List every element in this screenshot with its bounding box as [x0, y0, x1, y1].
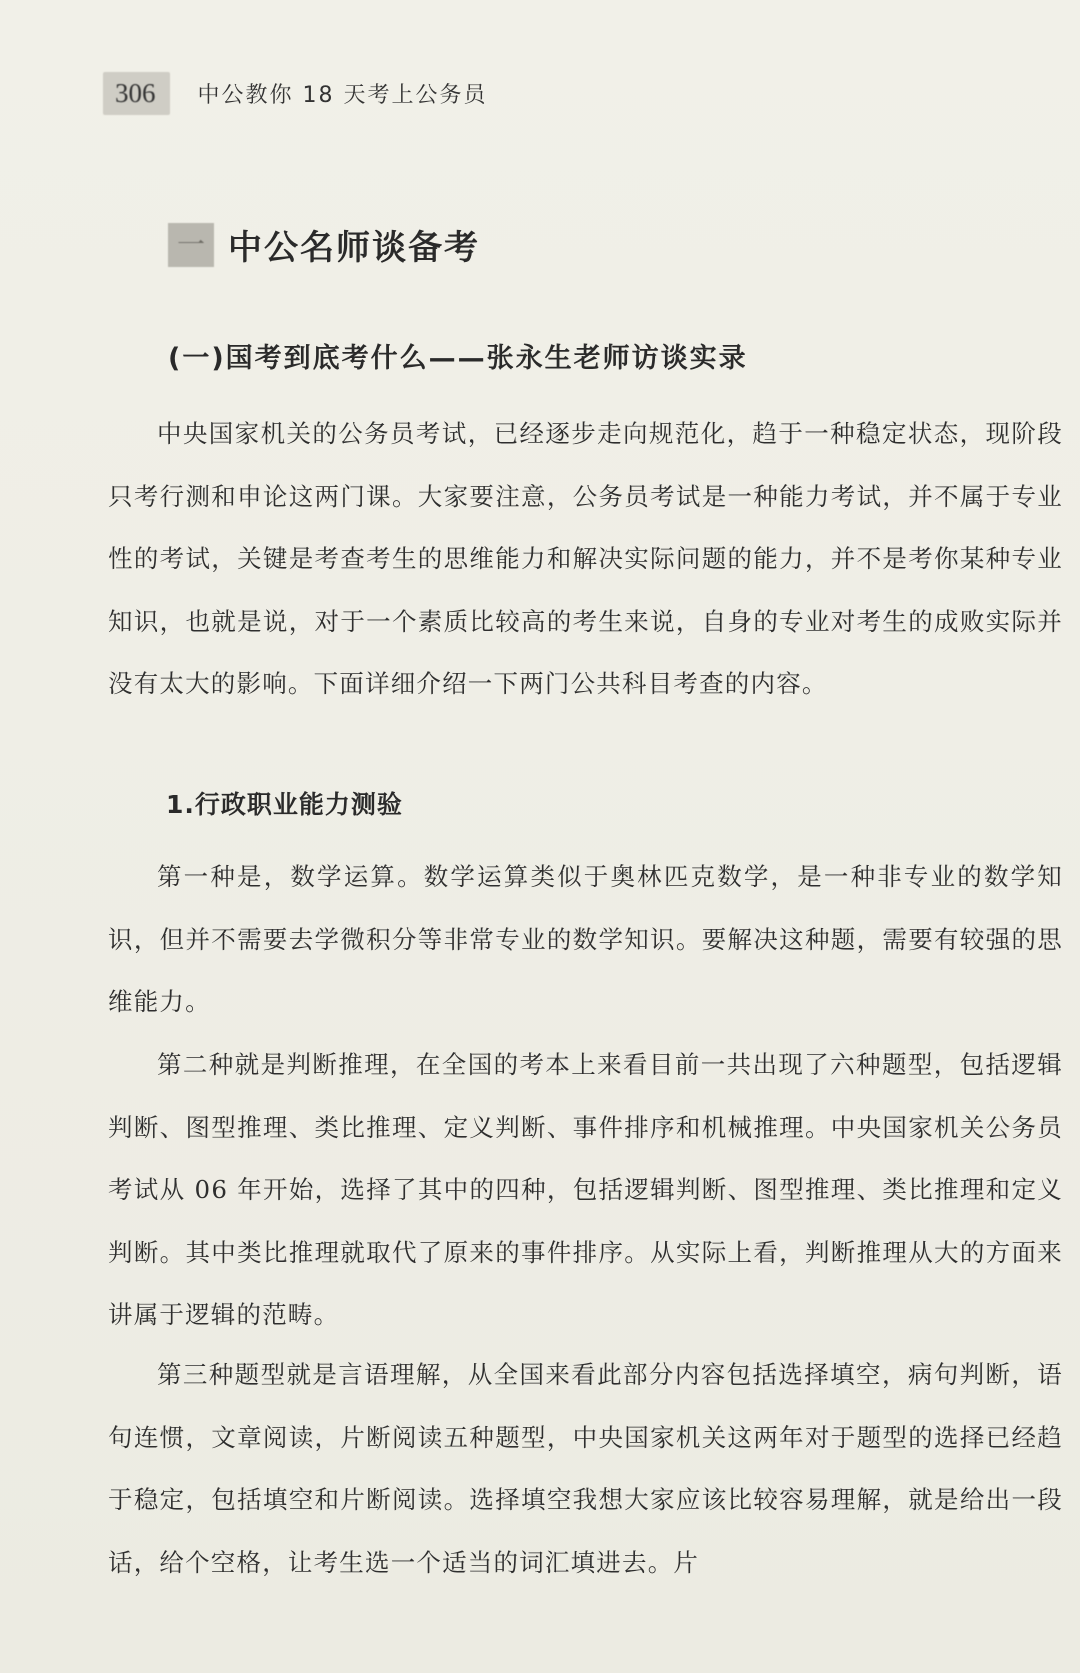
page-number: 306: [103, 72, 170, 115]
numbered-heading: 1.行政职业能力测验: [166, 790, 403, 819]
paragraph-text: 第三种题型就是言语理解，从全国来看此部分内容包括选择填空，病句判断，语句连惯，文章阅读，片断阅读五种题型，中央国家机关这两年对于题型的选择已经趋于稳定，包括填空和片断阅读。选择填空我想大家应该比较容易理解，就是给出一段话，给个空格，让考生选一个适当的词汇填进去。片: [108, 1360, 1063, 1577]
paragraph-reasoning: [108, 1034, 1063, 1347]
subsection-title: (一)国考到底考什么——张永生老师访谈实录: [168, 343, 748, 374]
running-header: [103, 70, 487, 116]
paragraph-math: [108, 846, 1063, 1034]
paragraph-verbal: [108, 1344, 1063, 1594]
paragraph-intro: [108, 403, 1063, 716]
section-marker: 一: [168, 223, 214, 267]
book-title: 中公教你 18 天考上公务员: [197, 82, 488, 108]
paragraph-text: 中央国家机关的公务员考试，已经逐步走向规范化，趋于一种稳定状态，现阶段只考行测和申论这两门课。大家要注意，公务员考试是一种能力考试，并不属于专业性的考试，关键是考查考生的思维能力和解决实际问题的能力，并不是考你某种专业知识，也就是说，对于一个素质比较高的考生来说，自身的专业对考生的成败实际并没有太大的影响。下面详细介绍一下两门公共科目考查的内容。: [108, 419, 1063, 698]
section-title: 中公名师谈备考: [228, 228, 480, 268]
section-heading: [168, 220, 480, 269]
paragraph-text: 第一种是，数学运算。数学运算类似于奥林匹克数学，是一种非专业的数学知识，但并不需要去学微积分等非常专业的数学知识。要解决这种题，需要有较强的思维能力。: [108, 862, 1063, 1016]
paragraph-text: 第二种就是判断推理，在全国的考本上来看目前一共出现了六种题型，包括逻辑判断、图型推理、类比推理、定义判断、事件排序和机械推理。中央国家机关公务员考试从 06 年开始，选择了其中的四种，包括逻辑判断、图型推理、类比推理和定义判断。其中类比推理就取代了原来的事件排序。从实际上看，判断推理从大的方面来讲属于逻辑的范畴。: [108, 1050, 1063, 1329]
